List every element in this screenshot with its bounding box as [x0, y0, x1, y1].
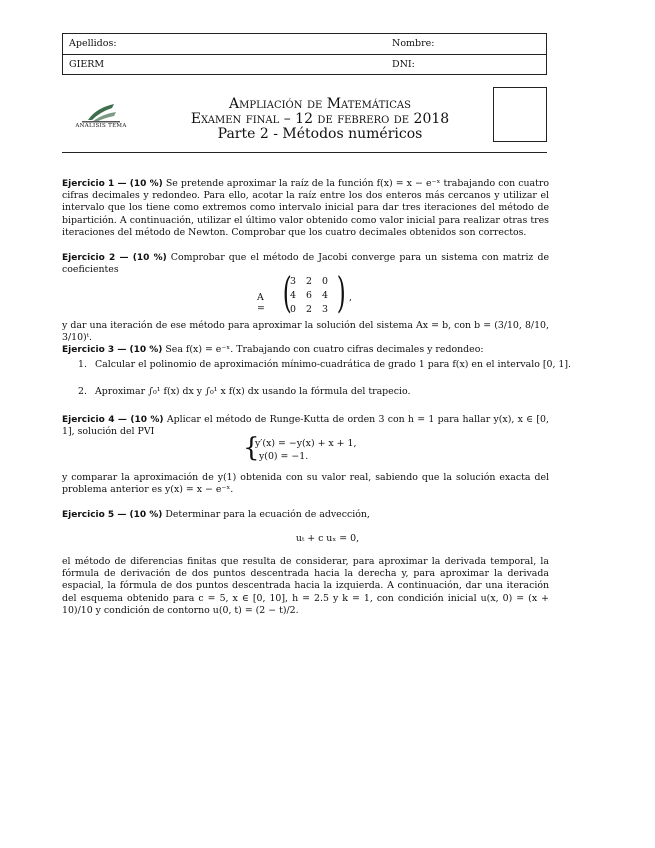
dni-label: DNI: [392, 59, 415, 70]
exercise-5 [62, 509, 549, 521]
ivp-equation: y′(x) = −y(x) + x + 1, [255, 438, 357, 449]
matrix-cell: 6 [306, 290, 312, 301]
exercise-3-item-1 [78, 359, 571, 370]
exercise-5-after: el método de diferencias finitas que resulta de considerar, para aproximar la derivada temporal, la fórmula de derivación de dos puntos descentrada hacia la derecha y, para aproximar la derivada espacial, la fórmula de dos puntos descentrada hacia la izquierda. A continuación, dar una iteración del esquema obtenido para c = 5, x ∈ [0, 10], h = 2.5 y k = 1, con condición inicial u(x, 0) = (x + 10)/10 y condición de contorno u(0, t) = (2 − t)/2. [62, 556, 549, 616]
exercise-4-after: y comparar la aproximación de y(1) obtenida con su valor real, sabiendo que la solución exacta del problema anterior es y(x) = x − e⁻ˣ. [62, 472, 549, 496]
exam-part-title: Parte 2 - Métodos numéricos [217, 126, 423, 142]
matrix-cell: 4 [322, 290, 328, 301]
matrix-cell: 0 [322, 276, 328, 287]
exercise-4-label: Ejercicio 4 — (10 %) [62, 415, 164, 425]
item-number: 1. [78, 359, 87, 370]
item-text: Calcular el polinomio de aproximación mínimo-cuadrática de grado 1 para f(x) en el intervalo [0, 1]. [94, 359, 572, 370]
logo-icon [62, 98, 140, 124]
advection-equation: uₜ + c uₓ = 0, [295, 533, 360, 544]
student-id-table [62, 33, 547, 75]
item-text: Aproximar ∫₀¹ f(x) dx y ∫₀¹ x f(x) dx usando la fórmula del trapecio. [94, 386, 411, 397]
exercise-5-label: Ejercicio 5 — (10 %) [62, 510, 163, 520]
exercise-3-item-2 [78, 386, 410, 397]
grupo-label: GIERM [69, 59, 105, 70]
exercise-1 [62, 178, 549, 239]
matrix-cell: 2 [306, 304, 312, 315]
exercise-4-text: Aplicar el método de Runge-Kutta de orden 3 con h = 1 para hallar y(x), x ∈ [0, 1], solución del PVI [62, 414, 549, 438]
exercise-5-text: Determinar para la ecuación de advección, [165, 509, 370, 520]
exercise-2-label: Ejercicio 2 — (10 %) [62, 253, 167, 263]
course-title: Ampliación de Matemáticas [229, 96, 411, 112]
exercise-2-text: Comprobar que el método de Jacobi converge para un sistema con matriz de coeficientes [62, 252, 549, 276]
header-divider [62, 152, 547, 153]
exercise-4 [62, 414, 549, 438]
exercise-1-text: Se pretende aproximar la raíz de la función f(x) = x − e⁻ˣ trabajando con cuatro cifras decimales y redondeo. Para ello, acotar la raíz entre los dos enteros más cercanos y utilizar el intervalo que los tiene como extremos como intervalo inicial para dar tres iteraciones del método de bipartición. A continuación, utilizar el último valor obtenido como valor inicial para realizar otras tres iteraciones del método de Newton. Comprobar que los cuatro decimales obtenidos son correctos. [62, 178, 549, 238]
exercise-2-after: y dar una iteración de ese método para aproximar la solución del sistema Ax = b, con b = (3/10, 8/10, 3/10)ᵗ. [62, 320, 549, 344]
ivp-initial-condition: y(0) = −1. [259, 451, 309, 462]
nombre-label: Nombre: [392, 38, 435, 49]
matrix-cell: 2 [306, 276, 312, 287]
id-row-group [63, 55, 546, 75]
matrix-right-paren: ) [336, 268, 346, 317]
exam-date-title: Examen final – 12 de febrero de 2018 [190, 111, 450, 127]
matrix-label: A = [257, 292, 265, 314]
matrix-cell: 3 [322, 304, 328, 315]
exercise-3-text: Sea f(x) = e⁻ˣ. Trabajando con cuatro cifras decimales y redondeo: [165, 344, 484, 355]
exercise-1-label: Ejercicio 1 — (10 %) [62, 179, 163, 189]
matrix-cell: 4 [290, 290, 296, 301]
system-brace: { [243, 433, 260, 463]
id-row-name [63, 34, 546, 55]
item-number: 2. [78, 386, 87, 397]
matrix-cell: 3 [290, 276, 296, 287]
matrix-left-paren: ( [282, 268, 292, 317]
matrix-comma: , [349, 292, 352, 303]
grade-box [493, 87, 547, 142]
university-logo [62, 98, 140, 134]
matrix-cell: 0 [290, 304, 296, 315]
exercise-2 [62, 252, 549, 276]
logo-caption: ANALISIS TEMA [75, 123, 127, 129]
exercise-3-label: Ejercicio 3 — (10 %) [62, 345, 163, 355]
apellidos-label: Apellidos: [69, 38, 117, 49]
exercise-3 [62, 344, 549, 356]
